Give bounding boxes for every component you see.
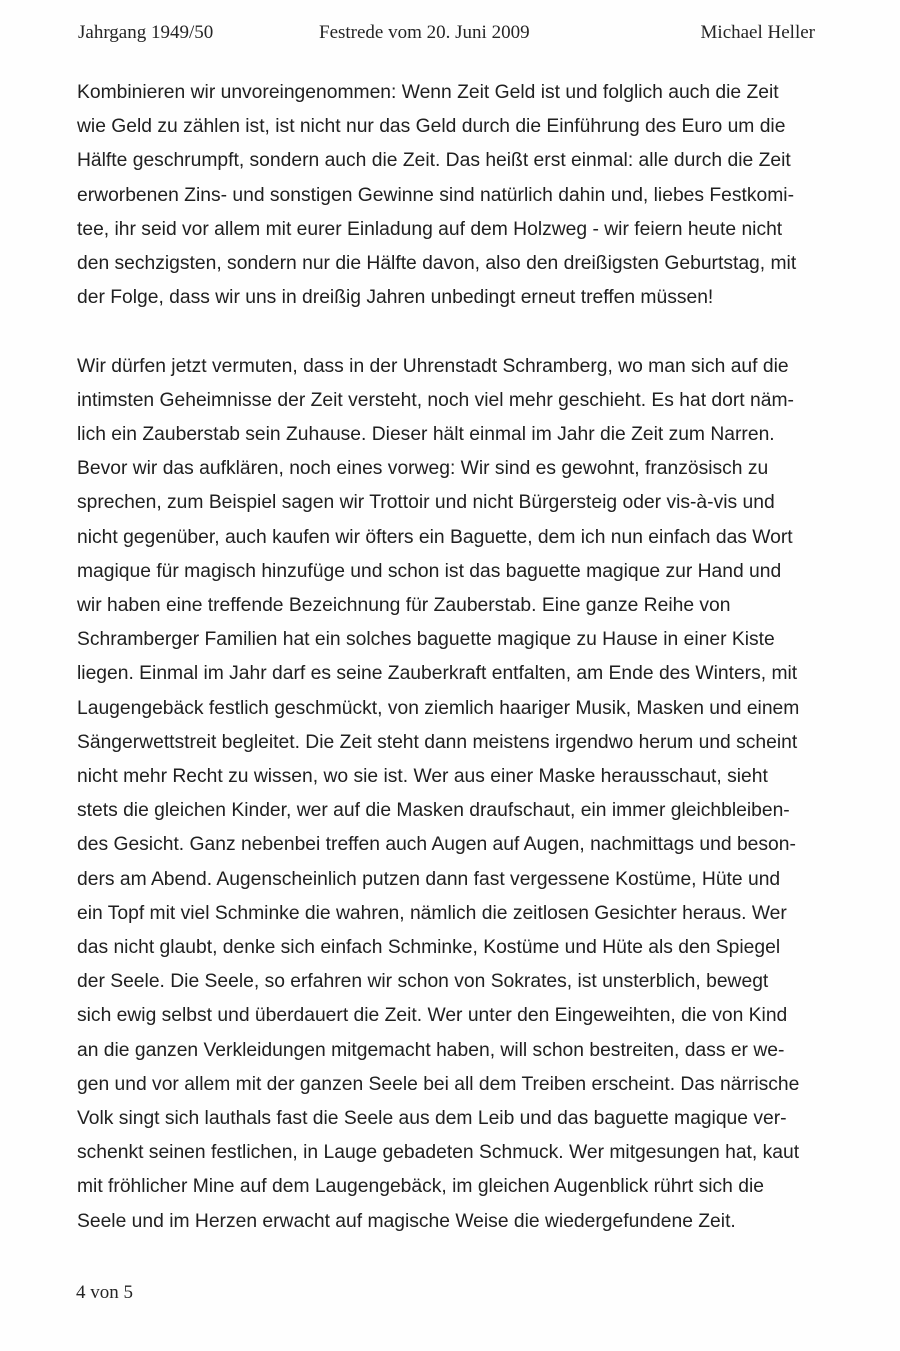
text-line: Laugengebäck festlich geschmückt, von ziemlich haariger Musik, Masken und einem bbox=[77, 697, 800, 719]
text-line: das nicht glaubt, denke sich einfach Schminke, Kostüme und Hüte als den Spiegel bbox=[77, 937, 781, 959]
text-line: sprechen, zum Beispiel sagen wir Trottoir und nicht Bürgersteig oder vis-à-vis und bbox=[77, 492, 775, 514]
text-line: Schramberger Familien hat ein solches baguette magique zu Hause in einer Kiste bbox=[77, 629, 775, 651]
text-line: Kombinieren wir unvoreingenommen: Wenn Zeit Geld ist und folglich auch die Zeit bbox=[77, 82, 779, 103]
text-line: schenkt seinen festlichen, in Lauge gebadeten Schmuck. Wer mitgesungen hat, kaut bbox=[77, 1142, 800, 1164]
text-line: stets die gleichen Kinder, wer auf die Masken draufschaut, ein immer gleichbleiben- bbox=[77, 800, 790, 822]
text-line: sich ewig selbst und überdauert die Zeit. Wer unter den Eingeweihten, die von Kind bbox=[77, 1005, 788, 1027]
text-line: magique für magisch hinzufüge und schon ist das baguette magique zur Hand und bbox=[77, 560, 782, 582]
text-line: Bevor wir das aufklären, noch eines vorweg: Wir sind es gewohnt, französisch zu bbox=[77, 458, 769, 480]
text-line: erworbenen Zins- und sonstigen Gewinne sind natürlich dahin und, liebes Festkomi- bbox=[77, 184, 795, 206]
text-line: der Seele. Die Seele, so erfahren wir schon von Sokrates, ist unsterblich, bewegt bbox=[77, 971, 769, 993]
text-line: Seele und im Herzen erwacht auf magische Weise die wiedergefundene Zeit. bbox=[77, 1210, 736, 1232]
paragraph bbox=[77, 350, 832, 1239]
text-line: intimsten Geheimnisse der Zeit versteht, noch viel mehr geschieht. Es hat dort näm- bbox=[77, 389, 794, 411]
text-line: des Gesicht. Ganz nebenbei treffen auch Augen auf Augen, nachmittags und beson- bbox=[77, 834, 796, 856]
text-line: den sechzigsten, sondern nur die Hälfte davon, also den dreißigsten Geburtstag, mit bbox=[77, 253, 797, 275]
text-line: Volk singt sich lauthals fast die Seele aus dem Leib und das baguette magique ver- bbox=[77, 1108, 787, 1130]
text-line: an die ganzen Verkleidungen mitgemacht haben, will schon bestreiten, dass er we- bbox=[77, 1039, 785, 1061]
text-line: nicht mehr Recht zu wissen, wo sie ist. Wer aus einer Maske herausschaut, sieht bbox=[77, 766, 768, 788]
text-line: gen und vor allem mit der ganzen Seele bei all dem Treiben erscheint. Das närrische bbox=[77, 1073, 800, 1095]
text-line: ein Topf mit viel Schminke die wahren, nämlich die zeitlosen Gesichter heraus. Wer bbox=[77, 902, 787, 924]
text-line: nicht gegenüber, auch kaufen wir öfters ein Baguette, dem ich nun einfach das Wort bbox=[77, 526, 793, 548]
text-line: wir haben eine treffende Bezeichnung für Zauberstab. Eine ganze Reihe von bbox=[77, 595, 731, 617]
text-line: Hälfte geschrumpft, sondern auch die Zeit. Das heißt erst einmal: alle durch die Zeit bbox=[77, 150, 791, 172]
page-header bbox=[78, 22, 815, 50]
page-number: 4 von 5 bbox=[76, 1282, 133, 1303]
text-line: wie Geld zu zählen ist, ist nicht nur das Geld durch die Einführung des Euro um die bbox=[77, 116, 786, 138]
text-line: tee, ihr seid vor allem mit eurer Einladung auf dem Holzweg - wir feiern heute nicht bbox=[77, 218, 783, 240]
text-line: Sängerwettstreit begleitet. Die Zeit steht dann meistens irgendwo herum und scheint bbox=[77, 731, 798, 753]
text-line: mit fröhlicher Mine auf dem Laugengebäck, im gleichen Augenblick rührt sich die bbox=[77, 1176, 764, 1198]
text-line: ders am Abend. Augenscheinlich putzen dann fast vergessene Kostüme, Hüte und bbox=[77, 868, 781, 890]
text-line: liegen. Einmal im Jahr darf es seine Zauberkraft entfalten, am Ende des Winters, mit bbox=[77, 663, 798, 685]
text-line: Wir dürfen jetzt vermuten, dass in der Uhrenstadt Schramberg, wo man sich auf die bbox=[77, 355, 789, 377]
text-line: der Folge, dass wir uns in dreißig Jahren unbedingt erneut treffen müssen! bbox=[77, 287, 714, 309]
header-author: Michael Heller bbox=[700, 22, 815, 43]
body-text bbox=[77, 76, 832, 1239]
header-class-year: Jahrgang 1949/50 bbox=[78, 22, 214, 43]
paragraph bbox=[77, 76, 832, 315]
header-speech-title: Festrede vom 20. Juni 2009 bbox=[319, 22, 530, 43]
text-line: lich ein Zauberstab sein Zuhause. Dieser hält einmal im Jahr die Zeit zum Narren. bbox=[77, 424, 775, 446]
